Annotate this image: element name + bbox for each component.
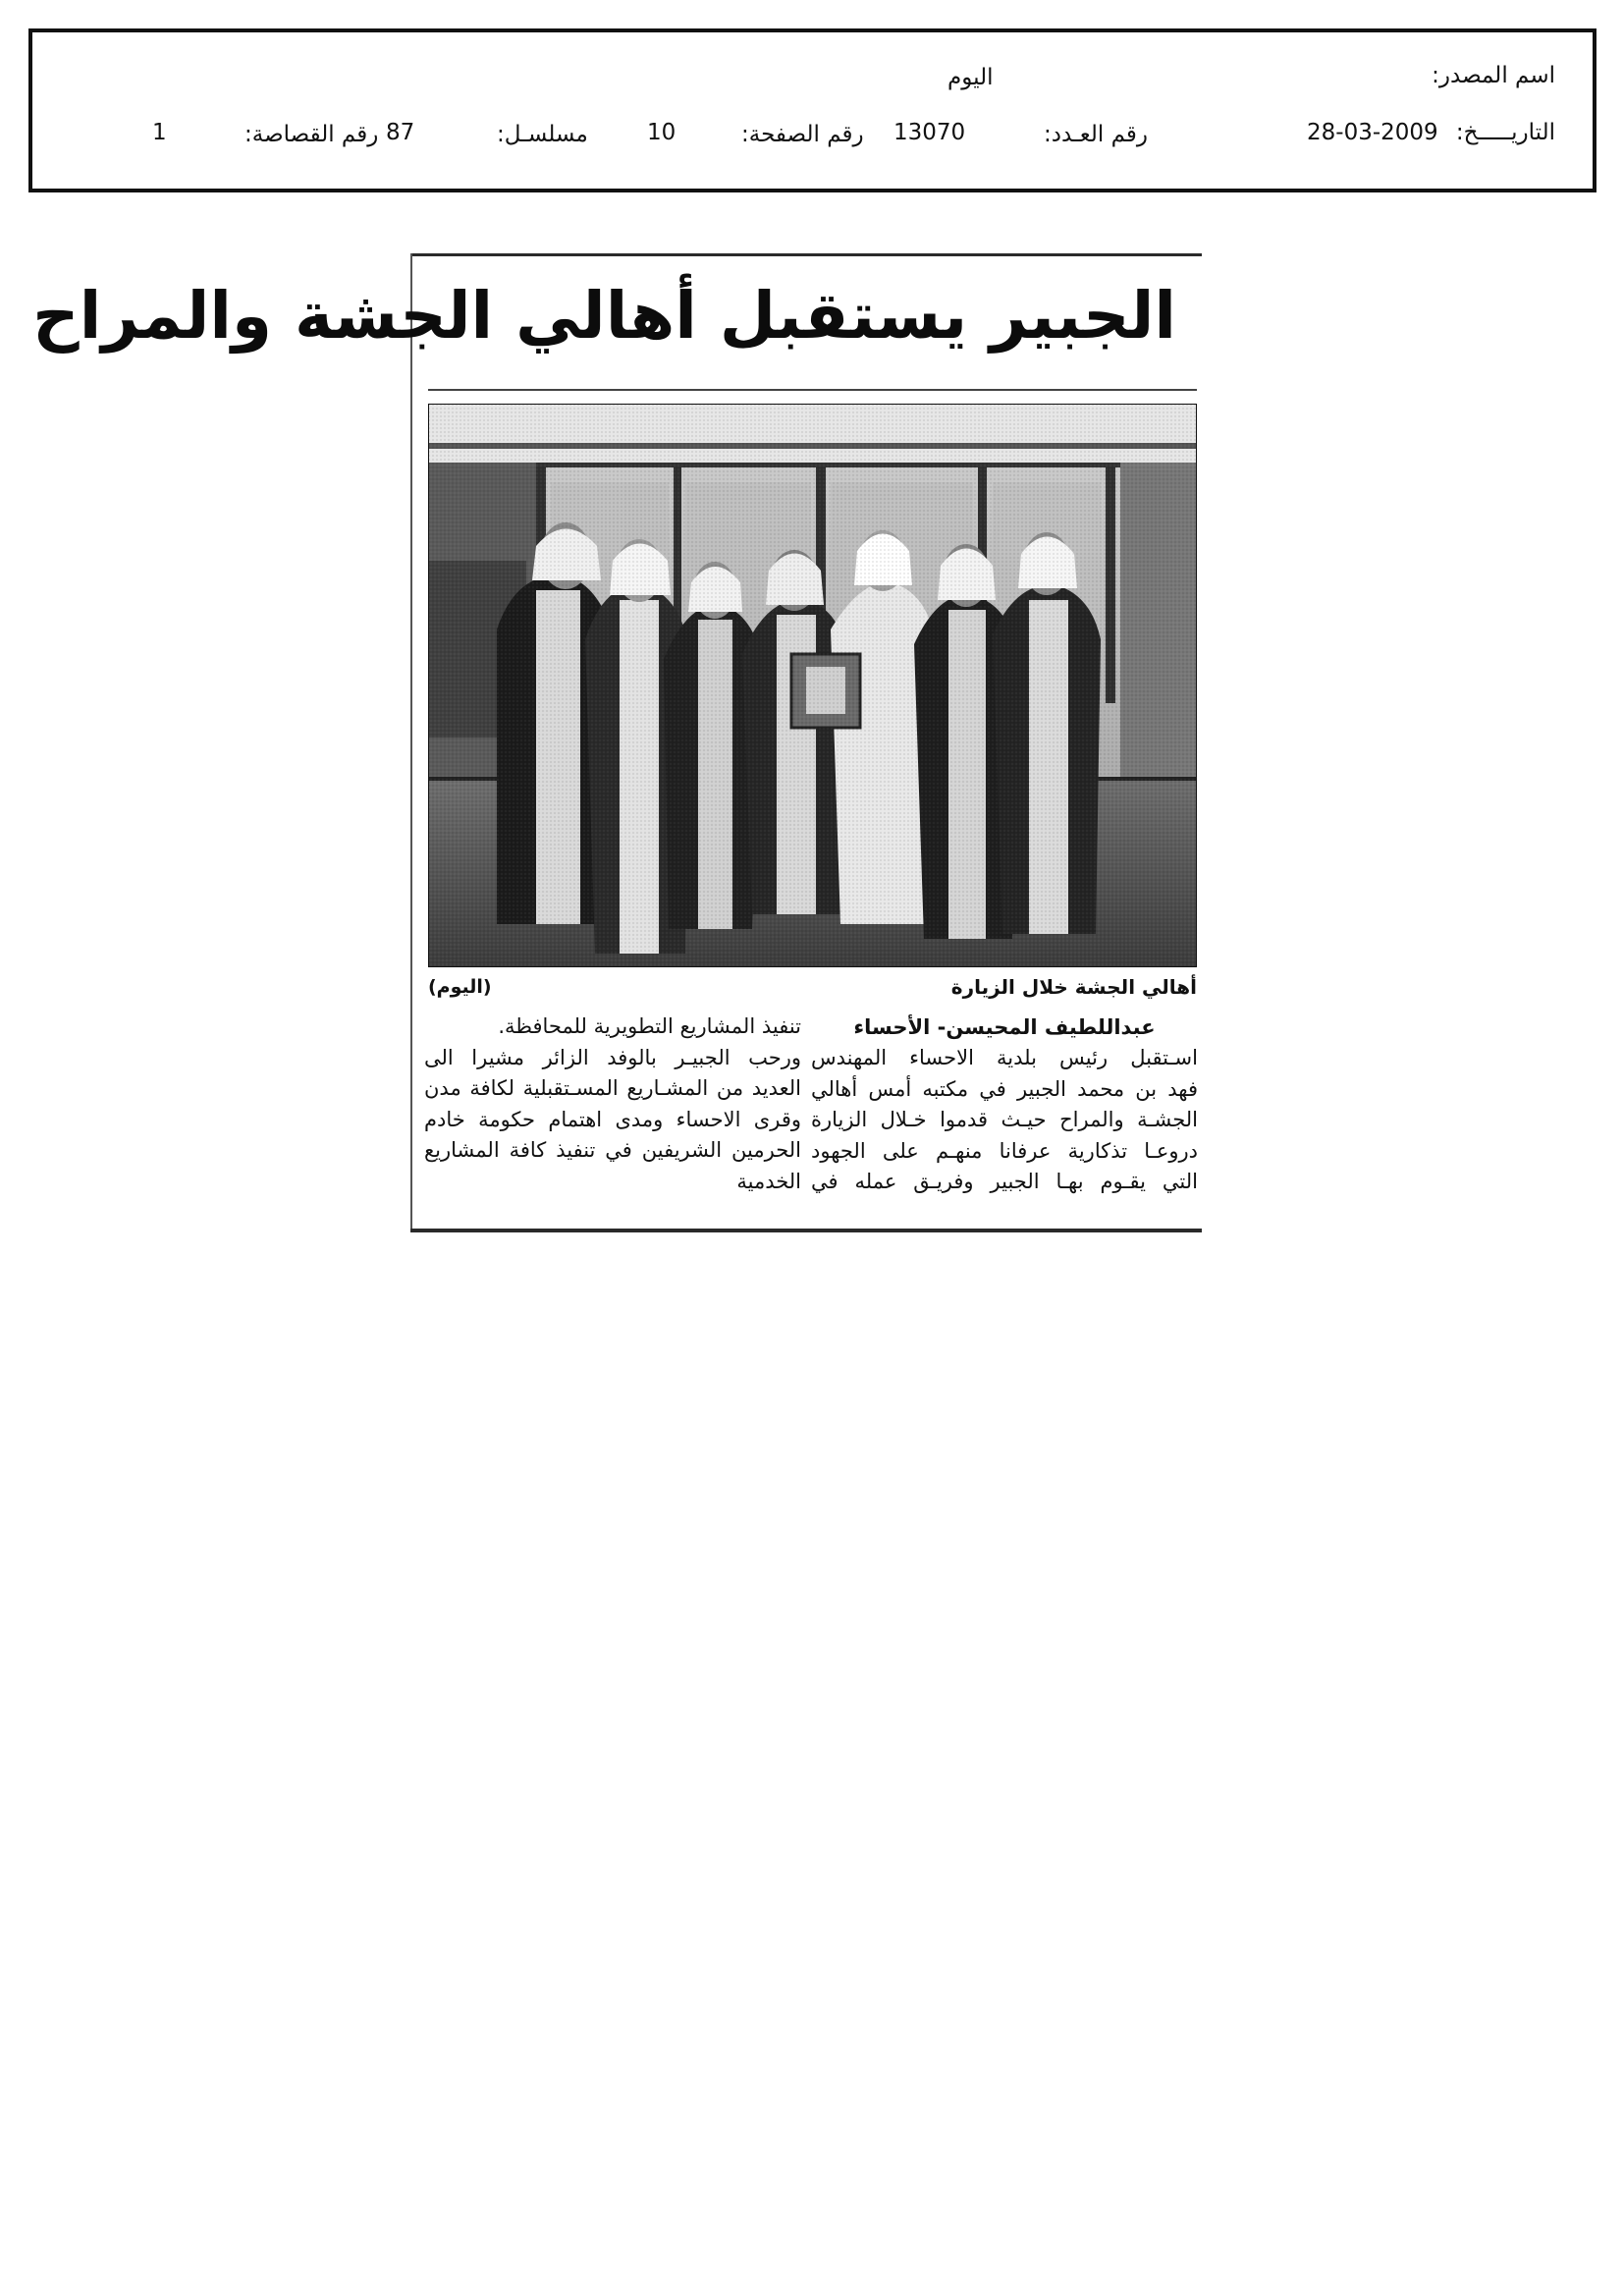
body-line: اسـتقبل رئيس بلدية الاحساء المهندس: [811, 1046, 1198, 1069]
body-line: العديد من المشـاريع المسـتقبلية لكافة مدن: [424, 1076, 801, 1100]
source-label: اسم المصدر:: [1432, 63, 1555, 88]
serial-value: 87: [386, 120, 415, 145]
body-line: الجشـة والمراح حيـث قدموا خـلال الزيارة: [811, 1108, 1198, 1131]
left-rule: [410, 253, 412, 1232]
date-label: التاريـــــخ:: [1455, 120, 1555, 145]
body-line: تنفيذ المشاريع التطويرية للمحافظة.: [498, 1014, 801, 1038]
date-value: 28-03-2009: [1307, 120, 1438, 145]
issue-value: 13070: [893, 120, 966, 145]
body-line: الخدمية: [736, 1169, 801, 1193]
top-rule: [410, 253, 1202, 256]
article-headline: الجبير يستقبل أهالي الجشة والمراح: [32, 278, 1176, 354]
body-line: وقرى الاحساء ومدى اهتمام حكومة خادم: [424, 1107, 801, 1131]
body-line: ورحب الجبيـر بالوفد الزائر مشيرا الى: [424, 1045, 801, 1069]
article-column-left: [424, 1011, 801, 1197]
page-label: رقم الصفحة:: [741, 122, 864, 147]
article-column-right: [811, 1011, 1198, 1198]
body-line: الحرمين الشريفين في تنفيذ كافة المشاريع: [424, 1138, 801, 1162]
clipping-value: 1: [152, 120, 167, 145]
clipping-label: رقم القصاصة:: [244, 122, 379, 147]
photo-caption: أهالي الجشة خلال الزيارة: [950, 975, 1197, 999]
metadata-header: [28, 28, 1596, 192]
page-value: 10: [647, 120, 676, 145]
bottom-rule: [410, 1229, 1202, 1232]
body-line: دروعـا تذكارية عرفانا منهـم على الجهود: [811, 1138, 1198, 1163]
article-byline: عبداللطيف المحيسن- الأحساء: [853, 1015, 1156, 1039]
serial-label: مسلسـل:: [497, 122, 588, 147]
body-line: التي يقـوم بهـا الجبير وفريـق عمله في: [811, 1170, 1198, 1193]
body-line: فهد بن محمد الجبير في مكتبه أمس أهالي: [811, 1076, 1198, 1101]
article-photo: [428, 404, 1197, 967]
headline-rule: [428, 389, 1197, 391]
news-clipping: [32, 253, 1202, 1232]
photo-caption-row: [428, 972, 1197, 1004]
photo-credit: (اليوم): [428, 976, 492, 998]
source-value: اليوم: [947, 65, 994, 90]
issue-label: رقم العـدد:: [1044, 122, 1149, 147]
group-photo-image: [428, 404, 1197, 967]
